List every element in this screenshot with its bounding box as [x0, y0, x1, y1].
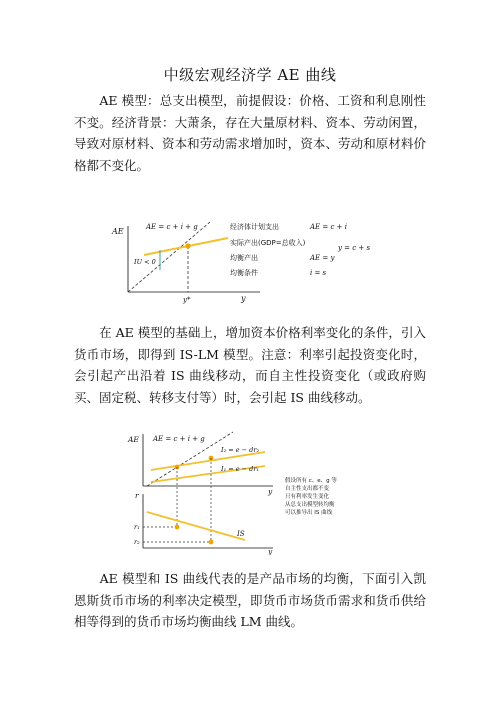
- ae-axis-label: AE: [112, 227, 124, 236]
- legend-formula-1: AE = c + i: [310, 223, 347, 231]
- y-axis-label: y: [241, 294, 246, 303]
- legend-text-2: 实际产出(GDP=总收入): [230, 239, 306, 247]
- i2-line-label: I₂ = e − dr₂: [221, 446, 260, 454]
- note-line-2: 自主性支出都不变: [285, 486, 330, 492]
- equilibrium-label: y*: [183, 296, 191, 304]
- equilibrium-point: [185, 243, 190, 248]
- paragraph-lm: AE 模型和 IS 曲线代表的是产品市场的均衡，下面引入凯恩斯货币市场的利率决定模型，即货币市场货币需求和货币供给相等得到的货币市场均衡曲线 LM 曲线。: [74, 571, 426, 629]
- is-point-2: [209, 540, 214, 545]
- figure-ae-is-derivation: [125, 430, 360, 555]
- legend-text-4: 均衡条件: [230, 269, 258, 277]
- legend-formula-2: y = c + s: [338, 244, 371, 252]
- paragraph-is-lm: 在 AE 模型的基础上，增加资本价格利率变化的条件，引入货币市场，即得到 IS-LM 模型。注意：利率引起投资变化时，会引起产出沿着 IS 曲线移动，而自主性投资变化（或政府购买、固定税、转移支付等）时，会引起 IS 曲线移动。: [74, 325, 426, 405]
- bottom-y-axis-label: y: [268, 547, 273, 555]
- ae-curve-label: AE = c + i + g: [146, 223, 198, 231]
- legend-text-3: 均衡产出: [230, 254, 258, 262]
- is-point-1: [175, 525, 180, 530]
- r-axis-label: r: [135, 491, 139, 500]
- note-line-3: 只有利率发生变化: [285, 494, 330, 500]
- page-title: 中级宏观经济学 AE 曲线: [163, 66, 337, 84]
- legend-text-1: 经济体计划支出: [230, 223, 279, 231]
- iu-label: IU < 0: [134, 258, 156, 266]
- r1-label: r₁: [134, 523, 140, 531]
- i1-line-label: I₁ = e − dr₁: [221, 465, 260, 473]
- note-line-4: 从总支出模型转均衡: [285, 502, 335, 508]
- top-y-axis-label: y: [268, 487, 273, 496]
- paragraph-ae-model: AE 模型：总支出模型，前提假设：价格、工资和利息刚性不变。经济背景：大萧条，存在大量原材料、资本、劳动闲置，导致对原材料、资本和劳动需求增加时，资本、劳动和原材料价格都不变化。: [74, 93, 426, 173]
- legend-formula-4: i = s: [310, 269, 327, 277]
- note-line-5: 可以推导出 IS 曲线: [285, 510, 333, 516]
- ae-curve-label-2: AE = c + i + g: [153, 435, 205, 443]
- r2-label: r₂: [134, 538, 140, 546]
- legend-formula-3: AE = y: [310, 254, 335, 262]
- note-line-1: 假设所有 c、e、g 等: [285, 478, 337, 484]
- is-curve-label: IS: [237, 530, 245, 538]
- top-ae-axis-label: AE: [128, 435, 139, 444]
- figure-ae-equilibrium: [110, 220, 400, 305]
